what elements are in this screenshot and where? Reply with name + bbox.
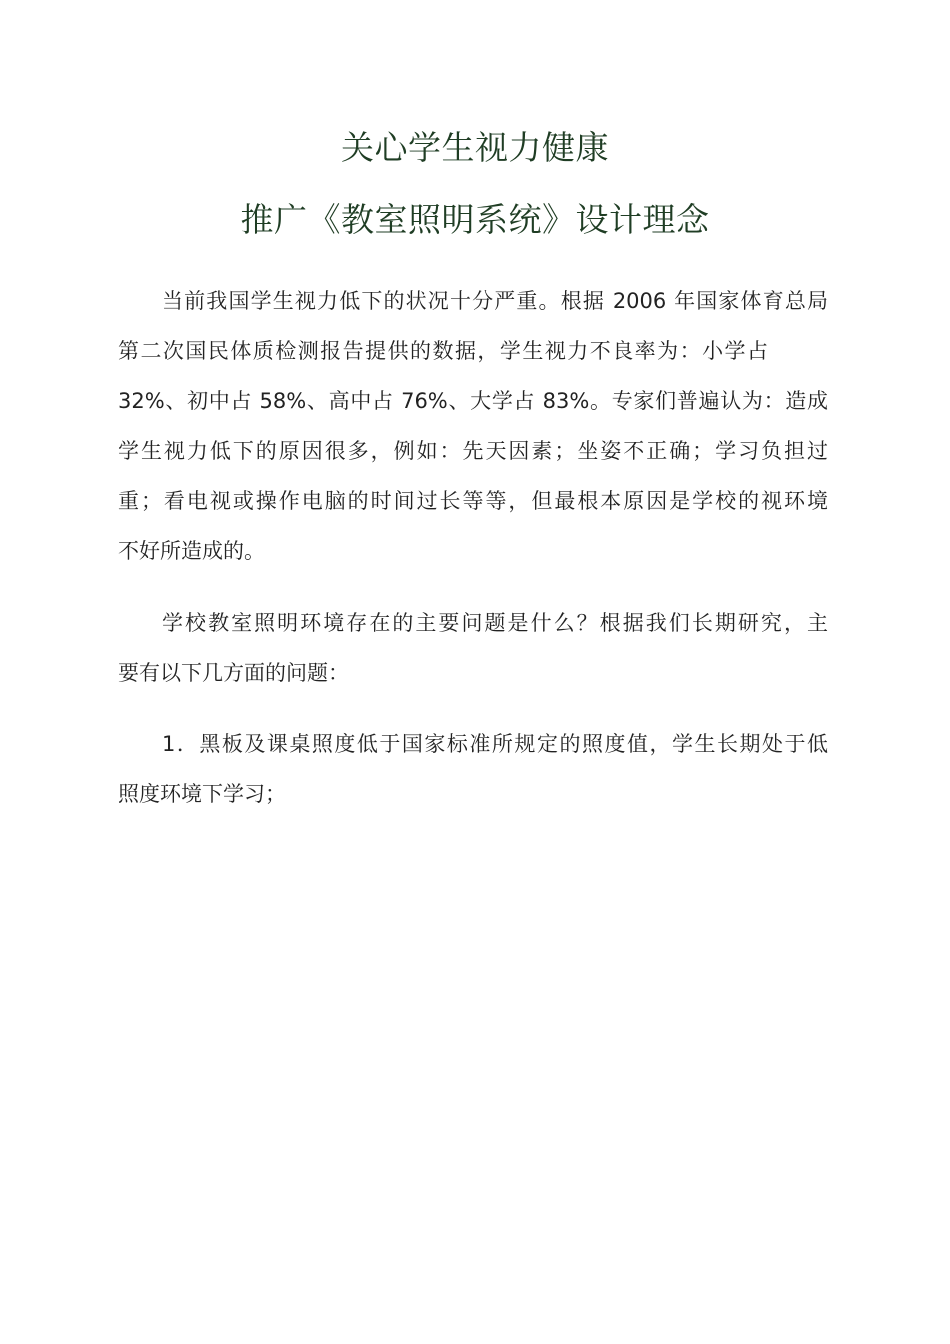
paragraph-line: 32%、初中占 58%、高中占 76%、大学占 83%。专家们普遍认为：造成	[118, 389, 828, 413]
paragraph-line: 第二次国民体质检测报告提供的数据，学生视力不良率为：小学占	[118, 339, 768, 363]
paragraph-line: 1．黑板及课桌照度低于国家标准所规定的照度值，学生长期处于低	[162, 732, 828, 756]
paragraph-line: 照度环境下学习；	[118, 782, 286, 806]
paragraph-main-problems	[118, 598, 828, 698]
document-subtitle: 推广《教室照明系统》设计理念	[240, 200, 710, 239]
paragraph-line: 不好所造成的。	[118, 539, 265, 563]
paragraph-line: 学校教室照明环境存在的主要问题是什么？根据我们长期研究，主	[162, 611, 828, 635]
paragraph-line: 学生视力低下的原因很多，例如：先天因素；坐姿不正确；学习负担过	[118, 439, 828, 463]
paragraph-line: 重；看电视或操作电脑的时间过长等等，但最根本原因是学校的视环境	[118, 489, 828, 513]
list-item-problem-1	[118, 719, 828, 819]
document-title: 关心学生视力健康	[341, 128, 609, 167]
paragraph-vision-status	[118, 276, 828, 576]
paragraph-line: 要有以下几方面的问题：	[118, 661, 349, 685]
paragraph-line: 当前我国学生视力低下的状况十分严重。根据 2006 年国家体育总局	[162, 289, 828, 313]
